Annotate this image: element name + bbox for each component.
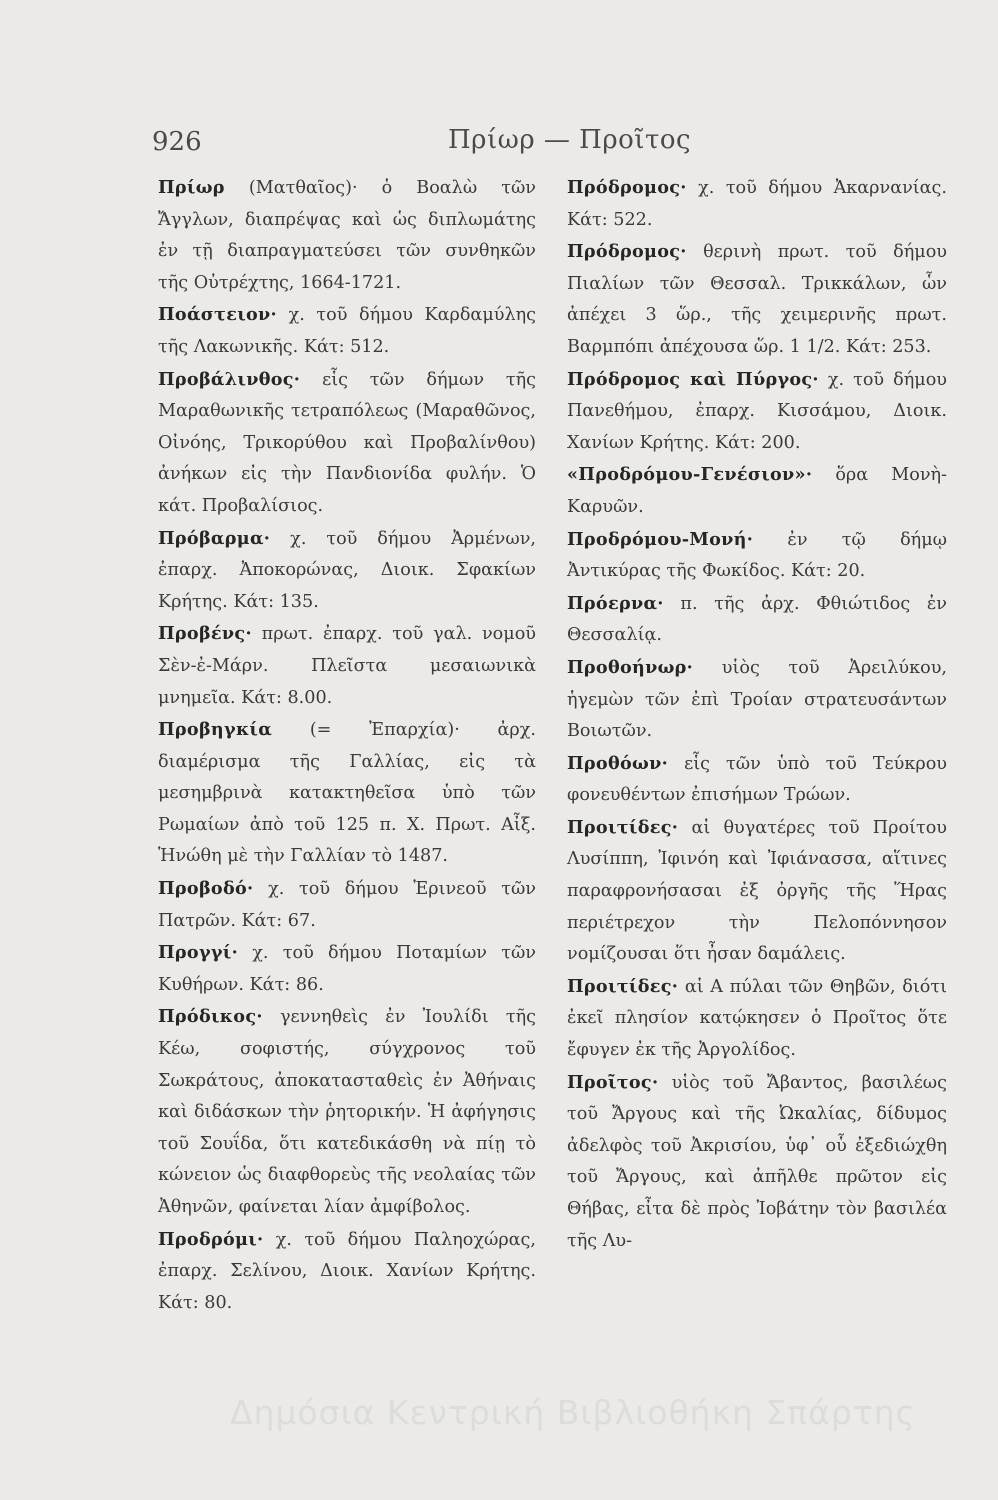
entry [567, 971, 947, 1067]
entry-body: υἱὸς τοῦ Ἀρειλύκου, ἡγεμὼν τῶν ἐπὶ Τροίαν στρατευσάντων Βοιωτῶν. [567, 657, 948, 742]
entry-headword: Πρίωρ [158, 177, 225, 198]
entry-body: εἷς τῶν ὑπὸ τοῦ Τεύκρου φονευθέντων ἐπισήμων Τρώων. [567, 753, 947, 806]
left-column [158, 172, 536, 1319]
entry-body: ὅρα Μονὴ-Καρυῶν. [567, 465, 948, 517]
right-column [567, 172, 947, 1257]
entry-headword: Πρόδρομος· [567, 241, 687, 263]
entry-body: π. τῆς ἀρχ. Φθιώτιδος ἐν Θεσσαλίᾳ. [567, 593, 948, 646]
entry [567, 236, 947, 363]
running-head: Πρίωρ — Προῖτος [448, 125, 692, 155]
entry-headword: Προθοήνωρ· [567, 656, 694, 678]
entry [158, 618, 536, 714]
entry [567, 652, 947, 748]
entry-headword: Προθόων· [567, 752, 669, 774]
entry-headword: Προγγί· [158, 942, 239, 964]
entry-headword: Προιτίδες· [567, 816, 679, 838]
entry [158, 937, 536, 1001]
entry-body: (= Ἐπαρχία)· ἀρχ. διαμέρισμα τῆς Γαλλίας, εἰς τὰ μεσημβρινὰ κατακτηθεῖσα ὑπὸ τῶν Ρωμαίων ἀπὸ τοῦ 125 π. Χ. Πρωτ. Αἶξ. Ἡνώθη μὲ τὴν Γαλλίαν τὸ 1487. [158, 720, 537, 867]
entry-body: ἐν τῷ δήμῳ Ἀντικύρας τῆς Φωκίδος. Κάτ: 20. [567, 529, 947, 582]
entry-body: εἷς τῶν δήμων τῆς Μαραθωνικῆς τετραπόλεως (Μαραθῶνος, Οἰνόης, Τρικορύθου καὶ Προβαλίνθου) ἀνήκων εἰς τὴν Πανδιονίδα φυλήν. Ὁ κάτ. Προβαλίσιος. [158, 369, 536, 516]
entry [158, 1001, 536, 1223]
entry-body: χ. τοῦ δήμου Πανεθήμου, ἐπαρχ. Κισσάμου, Διοικ. Χανίων Κρήτης. Κάτ: 200. [567, 369, 947, 453]
entry-body: χ. τοῦ δήμου Ἀρμένων, ἐπαρχ. Ἀποκορώνας, Διοικ. Σφακίων Κρήτης. Κάτ: 135. [158, 528, 536, 612]
entry-body: χ. τοῦ δήμου Ποταμίων τῶν Κυθήρων. Κάτ: 86. [158, 943, 537, 995]
entry [158, 714, 536, 873]
entry-body: γεννηθεὶς ἐν Ἰουλίδι τῆς Κέω, σοφιστής, σύγχρονος τοῦ Σωκράτους, ἀποκατασταθεὶς ἐν Ἀθήναις καὶ διδάσκων τὴν ῥητορικήν. Ἡ ἀφήγησις τοῦ Σουΐδα, ὅτι κατεδικάσθη νὰ πίῃ τὸ κώνειον ὡς διαφθορεὺς τῆς νεολαίας τῶν Ἀθηνῶν, φαίνεται λίαν ἀμφίβολος. [158, 1007, 537, 1217]
entry [567, 748, 947, 812]
entry [567, 172, 947, 236]
entry [567, 524, 947, 588]
entry [158, 364, 536, 523]
entry-body: πρωτ. ἐπαρχ. τοῦ γαλ. νομοῦ Σὲν-ἐ-Μάρν. Πλεῖστα μεσαιωνικὰ μνημεῖα. Κάτ: 8.00. [158, 624, 536, 708]
entry-body: υἱὸς τοῦ Ἄβαντος, βασιλέως τοῦ Ἄργους καὶ τῆς Ὠκαλίας, δίδυμος ἀδελφὸς τοῦ Ἀκρισίου, ὑφ᾽ οὗ ἐξεδιώχθη τοῦ Ἄργους, καὶ ἀπῆλθε πρῶτον εἰς Θήβας, εἶτα δὲ πρὸς Ἰοβάτην τὸν βασιλέα τῆς Λυ- [567, 1072, 948, 1251]
entry-headword: Πρόβαρμα· [158, 527, 271, 549]
entry [567, 364, 947, 460]
entry-body: χ. τοῦ δήμου Παληοχώρας, ἐπαρχ. Σελίνου, Διοικ. Χανίων Κρήτης. Κάτ: 80. [158, 1229, 536, 1313]
entry-body: θερινὴ πρωτ. τοῦ δήμου Πιαλίων τῶν Θεσσαλ. Τρικκάλων, ὧν ἀπέχει 3 ὥρ., τῆς χειμερινῆς πρωτ. Βαρμπόπι ἀπέχουσα ὥρ. 1 1/2. Κάτ: 253. [567, 242, 947, 357]
entry-body: (Ματθαῖος)· ὁ Βοαλὼ τῶν Ἄγγλων, διαπρέψας καὶ ὡς διπλωμάτης ἐν τῇ διαπραγματεύσει τῶν συνθηκῶν τῆς Οὐτρέχτης, 1664-1721. [158, 178, 536, 293]
entry-headword: Προβοδό· [158, 878, 254, 900]
page-number: 926 [152, 127, 202, 157]
entry-headword: Προδρόμου-Μονή· [567, 528, 754, 550]
entry-headword: Προῖτος· [567, 1071, 659, 1093]
entry-headword: «Προδρόμου-Γενέσιον»· [567, 464, 813, 486]
entry-headword: Προβένς· [158, 623, 252, 645]
entry [567, 812, 947, 971]
entry-headword: Πρόδρομος· [567, 177, 687, 198]
entry [567, 588, 947, 652]
entry-body: χ. τοῦ δήμου Καρδαμύλης τῆς Λακωνικῆς. Κάτ: 512. [158, 305, 536, 357]
entry [158, 299, 536, 363]
entry-headword: Πρόδικος· [158, 1006, 263, 1028]
entry-headword: Προδρόμι· [158, 1228, 264, 1250]
entry [158, 172, 536, 299]
entry-headword: Πρόδρομος καὶ Πύργος· [567, 368, 819, 390]
entry [158, 1224, 536, 1320]
entry-body: αἱ Α πύλαι τῶν Θηβῶν, διότι ἐκεῖ πλησίον κατῴκησεν ὁ Προῖτος ὅτε ἔφυγεν ἐκ τῆς Ἀργολίδος. [567, 976, 948, 1061]
library-watermark: Δημόσια Κεντρική Βιβλιοθήκη Σπάρτης [230, 1393, 917, 1432]
entry-headword: Προιτίδες· [567, 975, 679, 997]
entry [158, 873, 536, 937]
entry-headword: Προβάλινθος· [158, 368, 301, 390]
entry-body: χ. τοῦ δήμου Ἀκαρνανίας. Κάτ: 522. [567, 178, 947, 230]
entry-body: χ. τοῦ δήμου Ἐρινεοῦ τῶν Πατρῶν. Κάτ: 67. [158, 879, 536, 931]
entry-headword: Ποάστειον· [158, 304, 277, 326]
entry [567, 1067, 947, 1258]
entry-body: αἱ θυγατέρες τοῦ Προίτου Λυσίππη, Ἰφινόη καὶ Ἰφιάνασσα, αἵτινες παραφρονήσασαι ἐξ ὀργῆς τῆς Ἥρας περιέτρεχον τὴν Πελοπόννησον νομίζουσαι ὅτι ἦσαν δαμάλεις. [567, 817, 948, 965]
entry [567, 459, 947, 523]
entry-headword: Πρόερνα· [567, 592, 664, 614]
entry-headword: Προβηγκία [158, 719, 273, 741]
entry [158, 523, 536, 619]
